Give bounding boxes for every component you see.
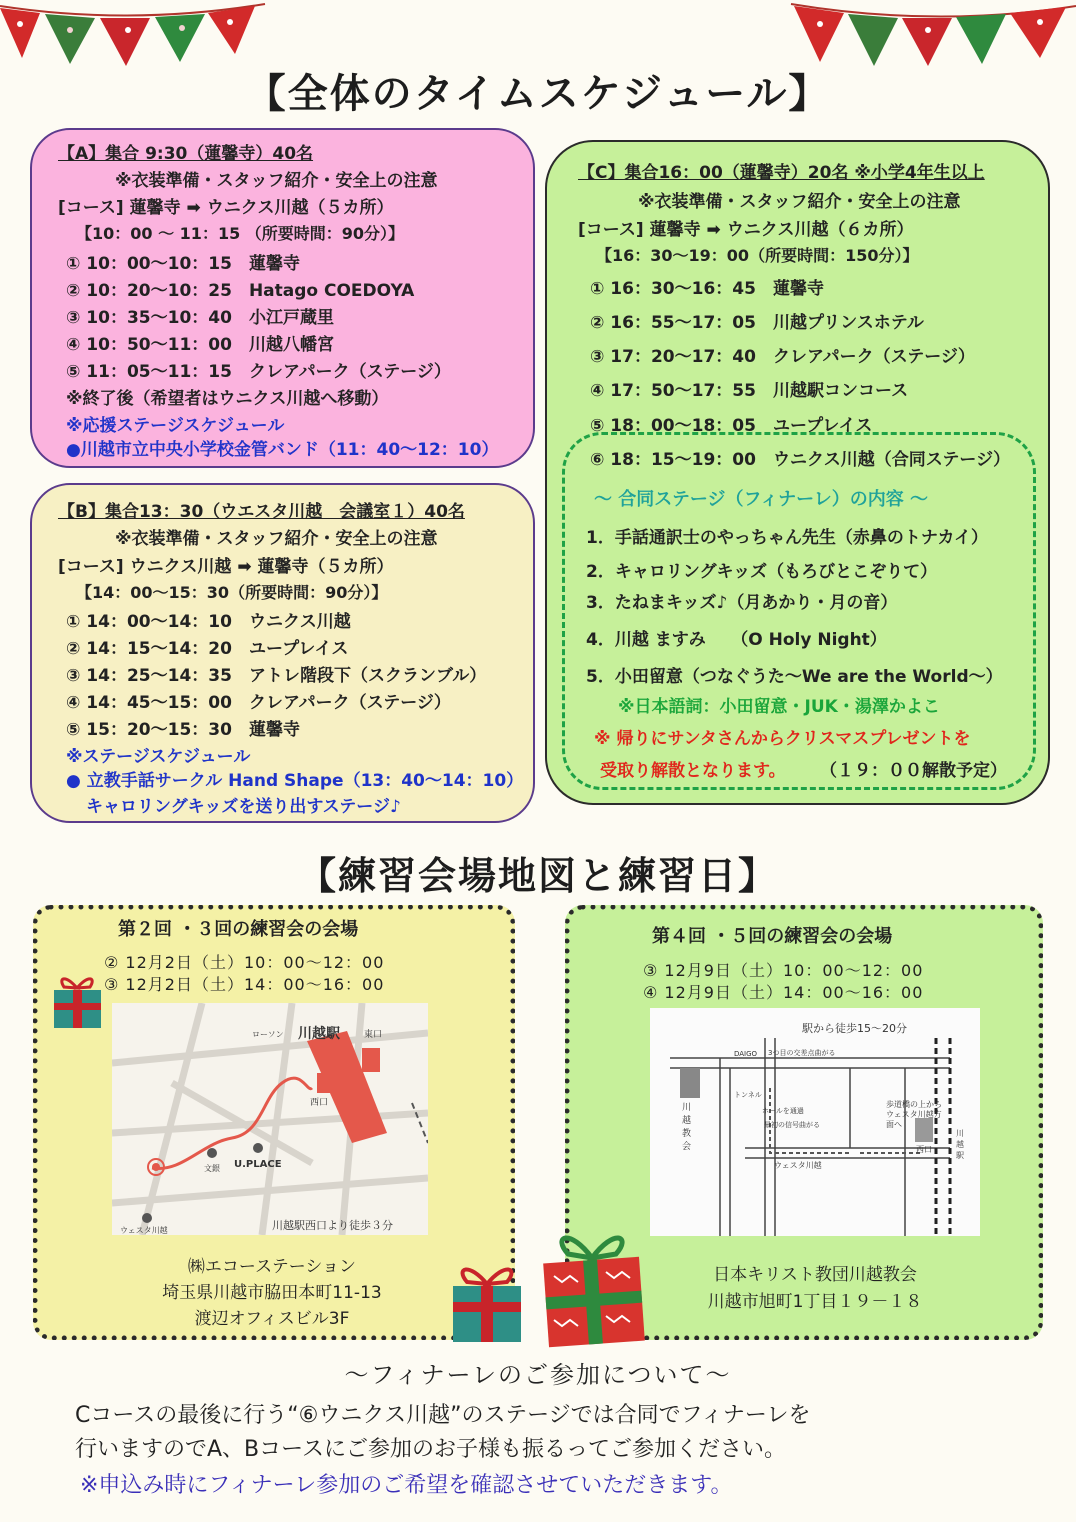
course-b-stop: ⑤ 15：20～15：30 蓮馨寺 xyxy=(66,720,300,740)
venue2-heading: 第４回 ・５回の練習会の会場 xyxy=(652,926,893,947)
course-c-stop: ② 16：55～17：05 川越プリンスホテル xyxy=(590,313,924,333)
course-b-stop: ④ 14：45～15：00 クレアパーク（ステージ） xyxy=(66,693,451,713)
finale-item: 5．小田留意（つなぐうた～We are the World～） xyxy=(586,667,1003,687)
course-c-time-range: 【16：30～19：00（所要時間：150分）】 xyxy=(596,246,919,265)
course-a-note: ※衣装準備・スタッフ紹介・安全上の注意 xyxy=(115,171,438,191)
map1-lawson-label: ローソン xyxy=(252,1030,284,1039)
course-c-heading: 【C】集合16：00（蓮馨寺）20名 ※小学4年生以上 xyxy=(578,163,985,183)
bunting-left-decoration xyxy=(0,0,270,70)
course-a-course: [コース] 蓮馨寺 ➡ ウニクス川越（５カ所） xyxy=(58,198,394,218)
course-c-note: ※衣装準備・スタッフ紹介・安全上の注意 xyxy=(638,192,961,212)
course-c-stop: ① 16：30～16：45 蓮馨寺 xyxy=(590,279,824,299)
venue2-name: 日本キリスト教団川越教会 xyxy=(713,1265,917,1285)
map1-station-label: 川越駅 xyxy=(298,1026,340,1042)
course-b-stop: ① 14：00～14：10 ウニクス川越 xyxy=(66,612,351,632)
present-note: （１９：００解散予定） xyxy=(820,761,1007,781)
course-b-stop: ② 14：15～14：20 ユープレイス xyxy=(66,639,349,659)
venue1-name: ㈱エコーステーション xyxy=(187,1257,357,1277)
venue2-date: ④ 12月9日（土）14：00～16：00 xyxy=(643,983,924,1002)
course-b-stage-item2: キャロリングキッズを送り出すステージ♪ xyxy=(86,797,401,817)
map2-daigo-label: DAIGO xyxy=(734,1050,758,1058)
map2-walk-label: 駅から徒歩15～20分 xyxy=(802,1022,907,1035)
finale-info-line2: 行いますのでA、Bコースにご参加のお子様も振るってご参加ください。 xyxy=(75,1437,787,1462)
venue2-address: 川越市旭町1丁目１９－１８ xyxy=(707,1292,923,1312)
finale-info-line3: ※申込み時にフィナーレ参加のご希望を確認させていただきます。 xyxy=(80,1473,733,1498)
map2-first-signal-label: 最初の信号曲がる xyxy=(764,1121,820,1129)
map1-bunkyo-label: 文銀 xyxy=(204,1164,220,1173)
course-b-stage-title: ※ステージスケジュール xyxy=(66,747,251,767)
map2-church-label: 川越教会 xyxy=(682,1103,692,1152)
map1-west-label: 西口 xyxy=(310,1098,329,1108)
gift-icon xyxy=(50,970,105,1032)
gift-icon xyxy=(540,1220,650,1350)
venue2-date: ③ 12月9日（土）10：00～12：00 xyxy=(643,961,924,980)
finale-item: 3．たねまキッズ♪（月あかり・月の音） xyxy=(586,593,898,613)
venue-section-title: 【練習会場地図と練習日】 xyxy=(297,854,778,898)
course-c-stop: ⑤ 18：00～18：05 ユープレイス xyxy=(590,416,873,436)
course-c-stop: ⑥ 18：15～19：00 ウニクス川越（合同ステージ） xyxy=(590,450,1011,470)
course-a-stop: ① 10：00～10：15 蓮馨寺 xyxy=(66,254,300,274)
present-line1: ※ 帰りにサンタさんからクリスマスプレゼントを xyxy=(594,729,971,749)
course-c-stop: ④ 17：50～17：55 川越駅コンコース xyxy=(590,381,909,401)
course-a-stop: ② 10：20～10：25 Hatago COEDOYA xyxy=(66,281,415,301)
present-line2: 受取り解散となります。 xyxy=(600,761,786,781)
map2-hall-label: ホールを通過 xyxy=(762,1107,804,1115)
bunting-right-decoration xyxy=(786,0,1076,70)
map2-westa-label: ウェスタ川越 xyxy=(774,1161,822,1170)
course-b-time-range: 【14：00～15：30（所要時間：90分）】 xyxy=(76,583,388,602)
finale-info-line1: Cコースの最後に行う“⑥ウニクス川越”のステージでは合同でフィナーレを xyxy=(75,1403,811,1428)
map1-uplace-label: U.PLACE xyxy=(234,1159,282,1170)
gift-icon xyxy=(447,1258,527,1348)
course-b-stage-item: ● 立教手話サークル Hand Shape（13：40～14：10） xyxy=(66,771,524,791)
map1-westa-label: ウェスタ川越 xyxy=(120,1226,168,1235)
finale-item: 2．キャロリングキッズ（もろびとこぞりて） xyxy=(586,562,938,582)
page-title: 【全体のタイムスケジュール】 xyxy=(245,71,831,117)
map1-walk-label: 川越駅西口より徒歩３分 xyxy=(272,1219,393,1232)
finale-lyrics: ※日本語詞：小田留意・JUK・湯澤かよこ xyxy=(618,697,940,717)
course-b-stop: ③ 14：25～14：35 アトレ階段下（スクランブル） xyxy=(66,666,487,686)
course-a-stop: ④ 10：50～11：00 川越八幡宮 xyxy=(66,335,334,355)
course-a-stop: ⑤ 11：05～11：15 クレアパーク（ステージ） xyxy=(66,362,451,382)
course-c-stop: ③ 17：20～17：40 クレアパーク（ステージ） xyxy=(590,347,975,367)
course-a-after: ※終了後（希望者はウニクス川越へ移動） xyxy=(66,389,389,409)
venue1-address2: 渡辺オフィスビル3F xyxy=(194,1309,350,1329)
map1-east-label: 東口 xyxy=(364,1030,383,1040)
map2-station-label: 川越駅 xyxy=(956,1129,964,1160)
venue1-address1: 埼玉県川越市脇田本町11-13 xyxy=(162,1283,382,1303)
finale-info-title: ～フィナーレのご参加について～ xyxy=(344,1361,732,1389)
venue1-date: ③ 12月2日（土）14：00～16：00 xyxy=(104,975,385,994)
map2-third-signal-label: 3つ目の交差点曲がる xyxy=(768,1049,836,1057)
venue1-date: ② 12月2日（土）10：00～12：00 xyxy=(104,953,385,972)
course-a-support-title: ※応援ステージスケジュール xyxy=(66,416,285,436)
course-b-note: ※衣装準備・スタッフ紹介・安全上の注意 xyxy=(115,529,438,549)
map2-bridge-label: 歩道橋の上から ウェスタ川越方面へ xyxy=(886,1100,942,1129)
course-b-heading: 【B】集合13：30（ウエスタ川越 会議室１）40名 xyxy=(58,502,465,522)
map2-west-exit-label: 西口 xyxy=(916,1145,932,1154)
course-a-stop: ③ 10：35～10：40 小江戸蔵里 xyxy=(66,308,334,328)
course-c-course: [コース] 蓮馨寺 ➡ ウニクス川越（６カ所） xyxy=(578,220,914,240)
finale-item: 1．手話通訳士のやっちゃん先生（赤鼻のトナカイ） xyxy=(586,528,988,548)
finale-title: ～ 合同ステージ（フィナーレ）の内容 ～ xyxy=(594,489,929,510)
venue2-map xyxy=(650,1008,980,1236)
venue1-heading: 第２回 ・３回の練習会の会場 xyxy=(118,919,359,940)
course-b-course: [コース] ウニクス川越 ➡ 蓮馨寺（５カ所） xyxy=(58,557,394,577)
course-a-support-item: ●川越市立中央小学校金管バンド（11：40～12：10） xyxy=(66,440,499,460)
map2-tunnel-label: トンネル xyxy=(734,1091,762,1099)
finale-item: 4．川越 ますみ （O Holy Night） xyxy=(586,630,887,650)
venue1-map xyxy=(112,1003,428,1235)
course-a-heading: 【A】集合 9:30（蓮馨寺）40名 xyxy=(58,144,314,164)
course-a-time-range: 【10：00 ～ 11：15 （所要時間：90分）】 xyxy=(76,224,405,243)
